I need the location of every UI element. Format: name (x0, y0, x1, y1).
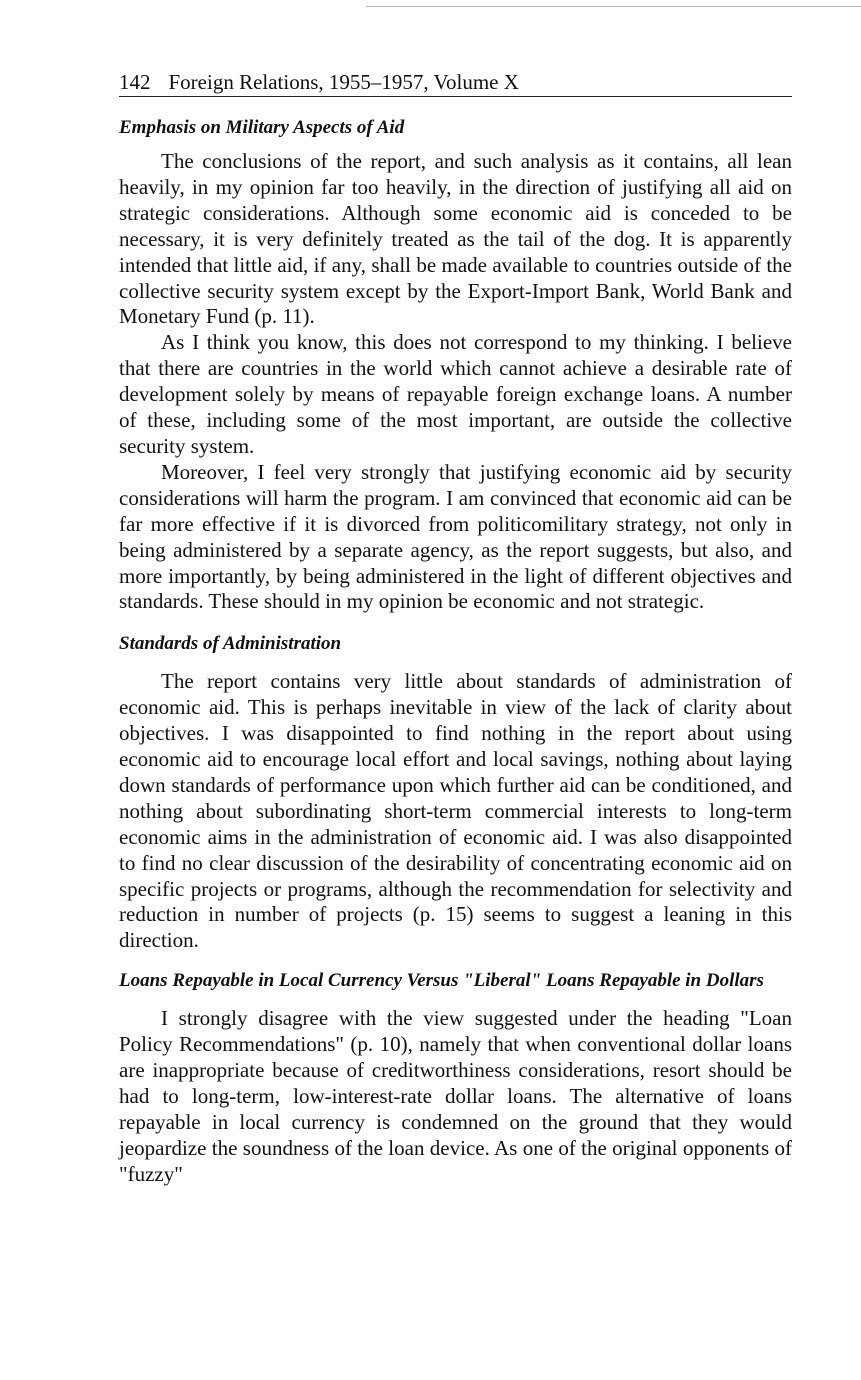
paragraph: I strongly disagree with the view suggested under the heading "Loan Policy Recommendations" (p. 10), namely that when conventional dollar loans are inappropriate because of creditworthiness considerations, resort should be had to long-term, low-interest-rate dollar loans. The alternative of loans repayable in local currency is condemned on the ground that they would jeopardize the soundness of the loan device. As one of the original opponents of "fuzzy" (119, 1006, 792, 1186)
publication-title: Foreign Relations, 1955–1957, Volume X (168, 70, 519, 94)
section-heading-standards-administration: Standards of Administration (119, 633, 342, 655)
running-head (119, 68, 792, 97)
paragraph: As I think you know, this does not correspond to my thinking. I believe that there are countries in the world which cannot achieve a desirable rate of development solely by means of repayable foreign exchange loans. A number of these, including some of the most important, are outside the collective security system. (119, 330, 792, 458)
paragraph: The report contains very little about standards of administration of economic aid. This is perhaps inevitable in view of the lack of clarity about objectives. I was disappointed to find nothing in the report about using economic aid to encourage local effort and local savings, nothing about laying down standards of performance upon which further aid can be conditioned, and nothing about subordinating short-term commercial interests to long-term economic aims in the administration of economic aid. I was also disappointed to find no clear discussion of the desirability of concentrating economic aid on specific projects or programs, although the recommendation for selectivity and reduction in number of projects (p. 15) seems to suggest a leaning in this direction. (119, 669, 792, 953)
paragraph: The conclusions of the report, and such analysis as it contains, all lean heavily, in my opinion far too heavily, in the direction of justifying all aid on strategic considerations. Although some economic aid is conceded to be necessary, it is very definitely treated as the tail of the dog. It is apparently intended that little aid, if any, shall be made available to countries outside of the collective security system except by the Export-Import Bank, World Bank and Monetary Fund (p. 11). (119, 149, 792, 329)
page-number: 142 (119, 70, 151, 94)
top-edge-rule (366, 6, 861, 7)
section-heading-military-aspects: Emphasis on Military Aspects of Aid (119, 117, 405, 138)
section-heading-loans-repayable: Loans Repayable in Local Currency Versus "Liberal" Loans Repayable in Dollars (119, 970, 764, 992)
document-page (119, 68, 792, 1188)
paragraph: Moreover, I feel very strongly that justifying economic aid by security considerations will harm the program. I am convinced that economic aid can be far more effective if it is divorced from politicomilitary strategy, not only in being administered by a separate agency, as the report suggests, but also, and more importantly, by being administered in the light of different objectives and standards. These should in my opinion be economic and not strategic. (119, 459, 792, 614)
